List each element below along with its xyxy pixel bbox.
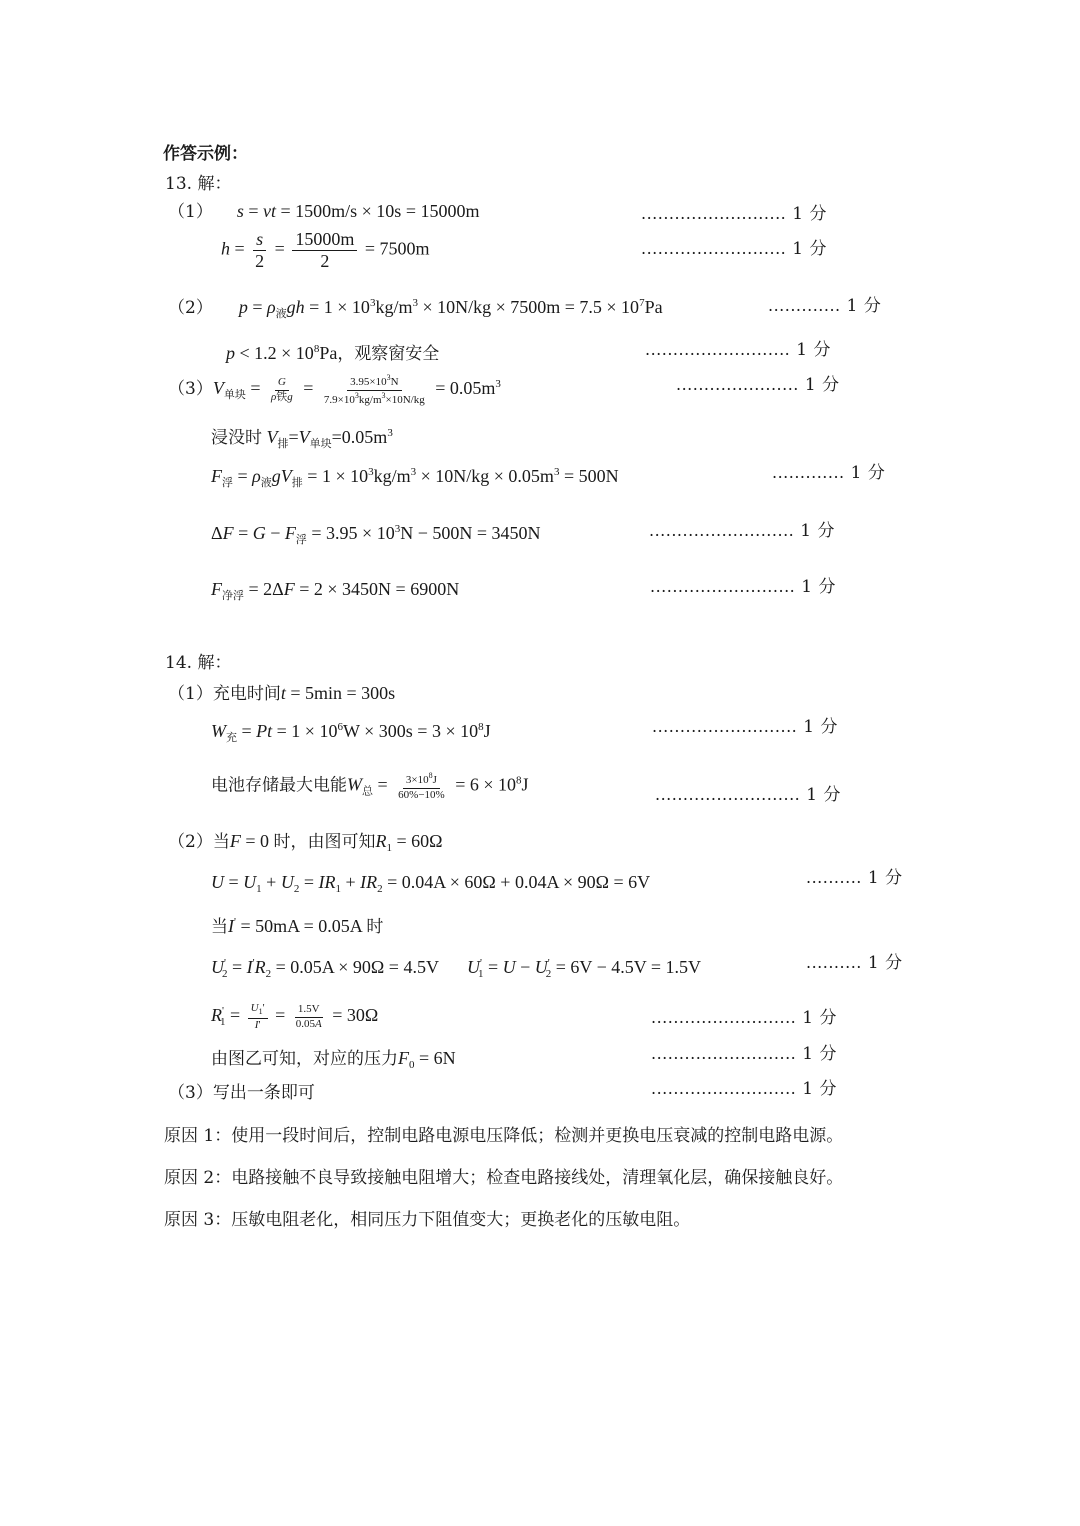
score-line: .......................... 1 分 xyxy=(655,785,841,805)
q14-part2-voltages: $U'_2 = I'R_2 = 0.05A \times 90\Omega = 4.5V$ $U'_1 = U - U'_2 = 6V - 4.5V = 1.5V$ xyxy=(211,957,702,980)
q13-part2-formula-p: （2） $p = \rho_液gh = 1 \times 10^3kg/m^3 \times 10N/kg \times 7500m = 7.5 \times 10^7Pa$ xyxy=(168,297,663,320)
score-line: .......................... 1 分 xyxy=(650,577,836,597)
question-14-label: 14. 解： xyxy=(165,653,232,673)
q13-part3-formula-v: $(3)V_{单块}$ = $\frac{G}{\text{ρ铁g}}$ = $\frac{3.95\times 10^3N}{7.9\times 10^3kg/m^3\times 10N/kg}$ = $0.05m^3$ xyxy=(168,373,501,406)
q14-part2-condition: （2）当F = 0 时，由图可知$R_1 = 60\Omega$ xyxy=(168,831,443,854)
q13-part3-net-buoyancy: $F_{净浮} = 2\Delta F = 2 \times 3450N = 6900N$ xyxy=(211,579,460,602)
score-line: .......................... 1 分 xyxy=(652,717,838,737)
score-line: .......................... 1 分 xyxy=(651,1044,837,1064)
reason-1: 原因 1：使用一段时间后，控制电路电源电压降低；检测并更换电压衰减的控制电路电源。 xyxy=(164,1126,844,1146)
question-13-label: 13. 解： xyxy=(165,174,232,194)
q13-part3-buoyancy: $F_浮 = \rho_液gV_排 = 1 \times 10^3kg/m^3 \times 10N/kg \times 0.05m^3 = 500N$ xyxy=(211,466,619,489)
q13-part1-formula-h: h = $\frac{s}{2}$ = $\frac{15000m}{2}$ = 7500m xyxy=(221,229,430,271)
q14-part3-instruction: （3）写出一条即可 xyxy=(168,1083,315,1103)
score-line: ............. 1 分 xyxy=(772,463,886,483)
q14-part1-max-energy: 电池存储最大电能$W_总$ = $\frac{3\times 10^8J}{60\%-10\%}$ = $6 \times 10^8J$ xyxy=(211,771,529,801)
score-line: .......................... 1 分 xyxy=(651,1079,837,1099)
score-line: .......... 1 分 xyxy=(806,868,903,888)
answer-example-heading: 作答示例： xyxy=(163,144,248,164)
score-line: .......................... 1 分 xyxy=(641,239,827,259)
score-line: .......................... 1 分 xyxy=(645,340,831,360)
q14-part2-resistance: $R'_1$ = $\frac{U_1'}{I'}$ = $\frac{1.5V}{0.05A}$ = 30Ω xyxy=(211,1002,379,1031)
q14-part2-pressure: 由图乙可知，对应的压力$F_0 = 6N$ xyxy=(211,1048,456,1071)
q14-part1-charge-time: （1）充电时间t = 5min = 300s xyxy=(168,683,396,704)
q13-part2-safety: $p < 1.2 \times 10^8Pa$，观察窗安全 xyxy=(226,343,440,364)
q13-part3-delta-f: $\Delta F = G - F_浮 = 3.95 \times 10^3N - 500N = 3450N$ xyxy=(211,523,541,546)
q14-part2-new-current: 当I' = 50mA = 0.05A 时 xyxy=(211,916,384,937)
q13-part3-immersion: 浸没时 $V_排=V_{单块}=0.05m^3$ xyxy=(211,427,393,450)
q14-part1-charge-energy: $W_充 = Pt = 1 \times 10^6W \times 300s = 3 \times 10^8J$ xyxy=(211,721,491,744)
score-line: .......................... 1 分 xyxy=(649,521,835,541)
reason-2: 原因 2：电路接触不良导致接触电阻增大；检查电路接线处，清理氧化层，确保接触良好。 xyxy=(164,1168,844,1188)
q13-part1-formula-s: （1） s = vt = 1500m/s × 10s = 15000m xyxy=(168,201,480,222)
q14-part2-total-voltage: $U = U_1 + U_2 = IR_1 + IR_2 = 0.04A \times 60\Omega + 0.04A \times 90\Omega = 6V$ xyxy=(211,872,651,895)
score-line: .......................... 1 分 xyxy=(651,1008,837,1028)
score-line: ...................... 1 分 xyxy=(676,375,840,395)
score-line: .......................... 1 分 xyxy=(641,204,827,224)
score-line: ............. 1 分 xyxy=(768,296,882,316)
reason-3: 原因 3：压敏电阻老化，相同压力下阻值变大；更换老化的压敏电阻。 xyxy=(164,1210,691,1230)
score-line: .......... 1 分 xyxy=(806,953,903,973)
